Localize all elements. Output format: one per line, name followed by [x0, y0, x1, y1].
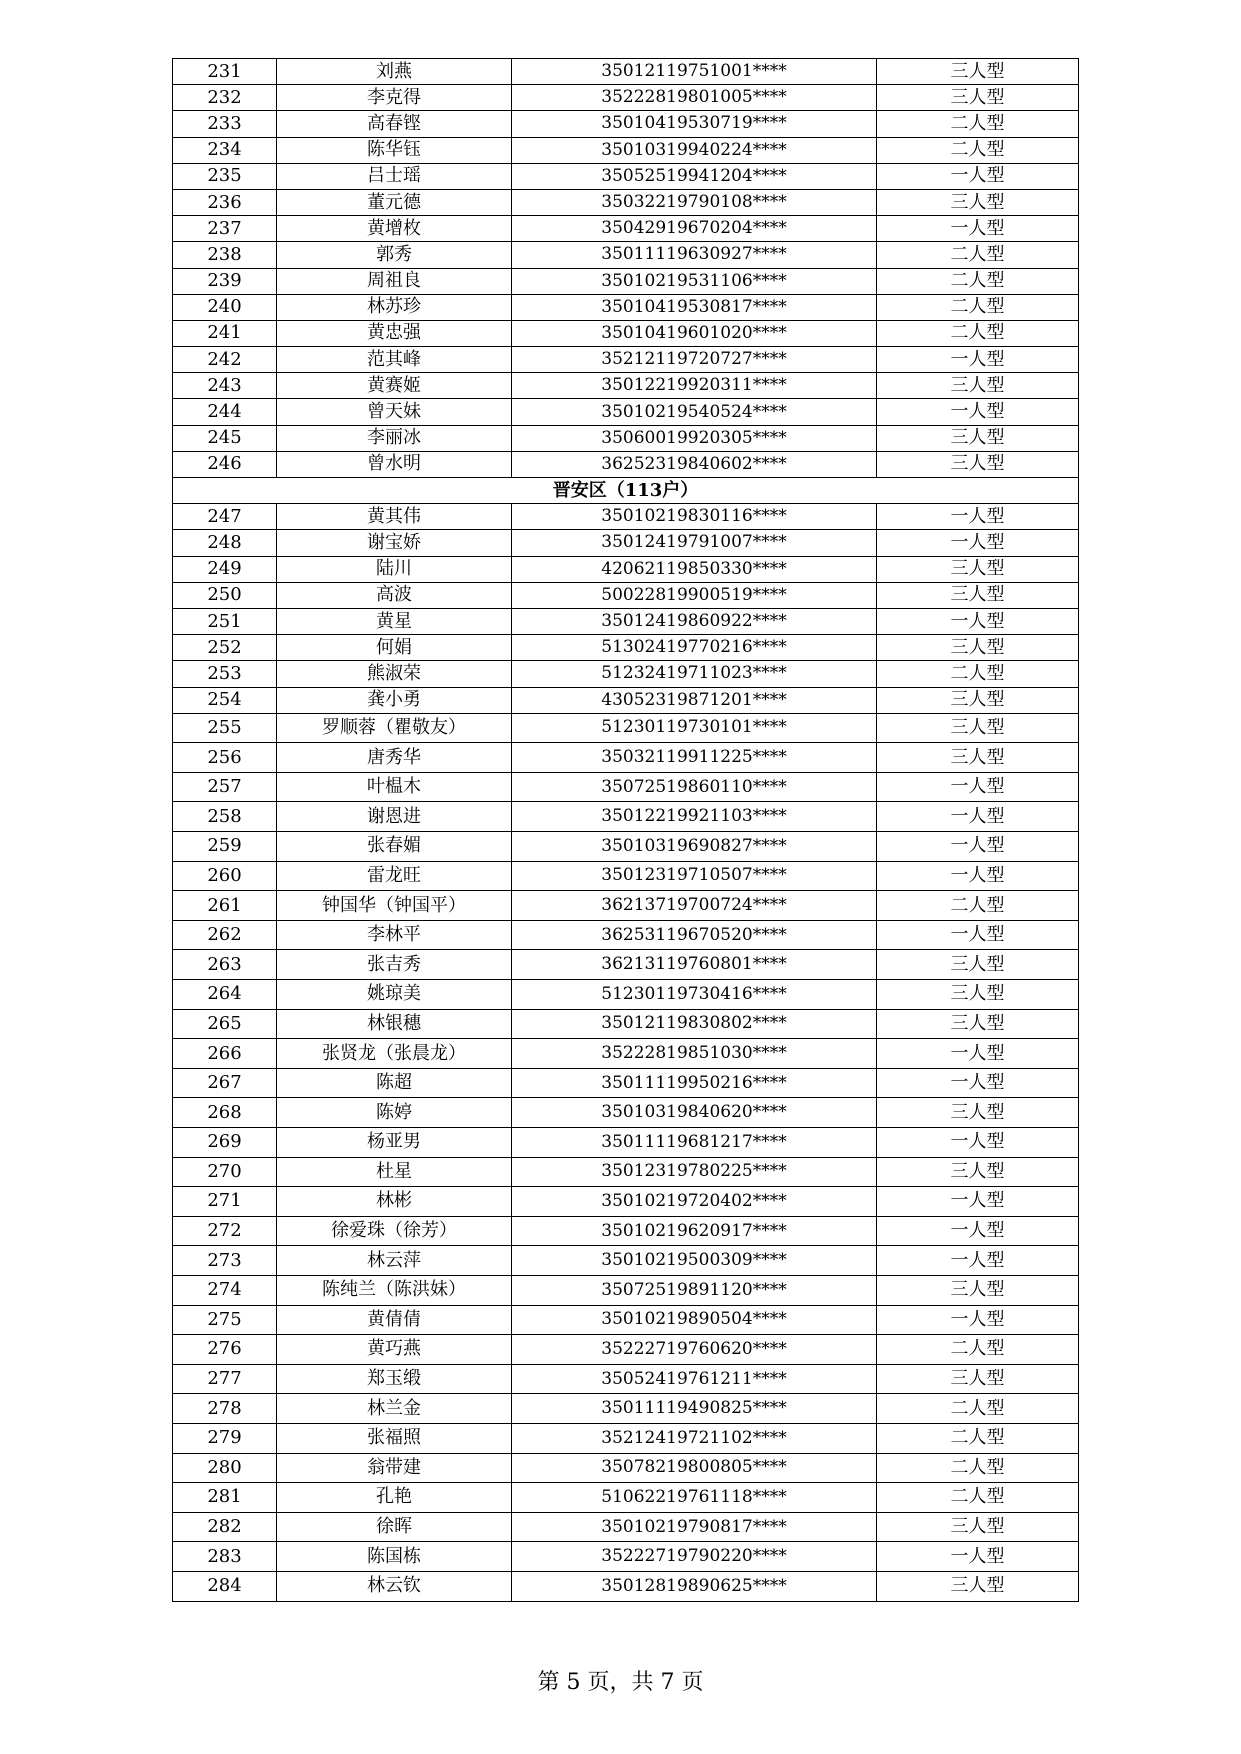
table-row — [173, 137, 1079, 163]
id-number-cell: 35010319840620**** — [512, 1098, 877, 1128]
name-cell: 李克得 — [277, 85, 512, 111]
id-number-cell: 35010319940224**** — [512, 137, 877, 163]
household-type-cell: 三人型 — [877, 713, 1079, 743]
table-row — [173, 294, 1079, 320]
household-type-cell: 三人型 — [877, 582, 1079, 608]
name-cell: 孔艳 — [277, 1483, 512, 1513]
household-type-cell: 三人型 — [877, 451, 1079, 477]
name-cell: 陈纯兰（陈洪妹） — [277, 1275, 512, 1305]
row-number-cell: 263 — [173, 950, 277, 980]
name-cell: 谢宝娇 — [277, 530, 512, 556]
table-row — [173, 59, 1079, 85]
name-cell: 徐爱珠（徐芳） — [277, 1216, 512, 1246]
row-number-cell: 270 — [173, 1157, 277, 1187]
table-row — [173, 1305, 1079, 1335]
household-type-cell: 三人型 — [877, 85, 1079, 111]
id-number-cell: 35012419860922**** — [512, 608, 877, 634]
name-cell: 黄倩倩 — [277, 1305, 512, 1335]
table-row — [173, 772, 1079, 802]
household-type-cell: 三人型 — [877, 743, 1079, 773]
row-number-cell: 237 — [173, 216, 277, 242]
row-number-cell: 269 — [173, 1128, 277, 1158]
household-type-cell: 一人型 — [877, 1128, 1079, 1158]
id-number-cell: 35222719790220**** — [512, 1542, 877, 1572]
name-cell: 曾水明 — [277, 451, 512, 477]
id-number-cell: 35010219500309**** — [512, 1246, 877, 1276]
name-cell: 陈国栋 — [277, 1542, 512, 1572]
table-row — [173, 1009, 1079, 1039]
table-row — [173, 1453, 1079, 1483]
row-number-cell: 233 — [173, 111, 277, 137]
table-row — [173, 1542, 1079, 1572]
name-cell: 吕士瑶 — [277, 163, 512, 189]
name-cell: 杨亚男 — [277, 1128, 512, 1158]
household-type-cell: 三人型 — [877, 687, 1079, 713]
id-number-cell: 35222819801005**** — [512, 85, 877, 111]
row-number-cell: 241 — [173, 320, 277, 346]
table-row — [173, 861, 1079, 891]
page-footer: 第 5 页，共 7 页 — [537, 1670, 704, 1695]
name-cell: 钟国华（钟国平） — [277, 891, 512, 921]
id-number-cell: 35012819890625**** — [512, 1571, 877, 1601]
id-number-cell: 35010419530719**** — [512, 111, 877, 137]
id-number-cell: 35010219830116**** — [512, 504, 877, 530]
table-row — [173, 347, 1079, 373]
id-number-cell: 42062119850330**** — [512, 556, 877, 582]
household-type-cell: 二人型 — [877, 1453, 1079, 1483]
row-number-cell: 238 — [173, 242, 277, 268]
id-number-cell: 35010219540524**** — [512, 399, 877, 425]
id-number-cell: 35078219800805**** — [512, 1453, 877, 1483]
table-row — [173, 1364, 1079, 1394]
name-cell: 范其峰 — [277, 347, 512, 373]
name-cell: 陈华钰 — [277, 137, 512, 163]
name-cell: 翁带建 — [277, 1453, 512, 1483]
row-number-cell: 274 — [173, 1275, 277, 1305]
row-number-cell: 265 — [173, 1009, 277, 1039]
id-number-cell: 35072519891120**** — [512, 1275, 877, 1305]
id-number-cell: 35212419721102**** — [512, 1423, 877, 1453]
table-row — [173, 1335, 1079, 1365]
household-type-cell: 三人型 — [877, 1098, 1079, 1128]
row-number-cell: 278 — [173, 1394, 277, 1424]
household-type-cell: 一人型 — [877, 832, 1079, 862]
household-table-body — [173, 59, 1079, 1602]
row-number-cell: 253 — [173, 661, 277, 687]
id-number-cell: 36253119670520**** — [512, 920, 877, 950]
household-type-cell: 三人型 — [877, 59, 1079, 85]
household-type-cell: 三人型 — [877, 1512, 1079, 1542]
name-cell: 熊淑荣 — [277, 661, 512, 687]
name-cell: 张福照 — [277, 1423, 512, 1453]
table-row — [173, 268, 1079, 294]
district-header: 晋安区（113户） — [173, 478, 1079, 504]
row-number-cell: 242 — [173, 347, 277, 373]
household-type-cell: 三人型 — [877, 556, 1079, 582]
household-type-cell: 二人型 — [877, 111, 1079, 137]
row-number-cell: 275 — [173, 1305, 277, 1335]
name-cell: 黄赛姬 — [277, 373, 512, 399]
row-number-cell: 262 — [173, 920, 277, 950]
district-header-row — [173, 478, 1079, 504]
household-type-cell: 一人型 — [877, 1039, 1079, 1069]
row-number-cell: 239 — [173, 268, 277, 294]
id-number-cell: 35012119830802**** — [512, 1009, 877, 1039]
household-type-cell: 三人型 — [877, 189, 1079, 215]
name-cell: 张吉秀 — [277, 950, 512, 980]
table-row — [173, 980, 1079, 1010]
id-number-cell: 43052319871201**** — [512, 687, 877, 713]
table-row — [173, 504, 1079, 530]
household-type-cell: 二人型 — [877, 268, 1079, 294]
household-type-cell: 一人型 — [877, 347, 1079, 373]
household-type-cell: 一人型 — [877, 1305, 1079, 1335]
id-number-cell: 35042919670204**** — [512, 216, 877, 242]
id-number-cell: 35011119630927**** — [512, 242, 877, 268]
table-row — [173, 1394, 1079, 1424]
table-row — [173, 1246, 1079, 1276]
table-row — [173, 920, 1079, 950]
table-row — [173, 399, 1079, 425]
household-type-cell: 二人型 — [877, 891, 1079, 921]
table-row — [173, 608, 1079, 634]
name-cell: 徐晖 — [277, 1512, 512, 1542]
id-number-cell: 35010219720402**** — [512, 1187, 877, 1217]
household-type-cell: 一人型 — [877, 163, 1079, 189]
row-number-cell: 244 — [173, 399, 277, 425]
row-number-cell: 252 — [173, 635, 277, 661]
id-number-cell: 36252319840602**** — [512, 451, 877, 477]
id-number-cell: 35010419530817**** — [512, 294, 877, 320]
id-number-cell: 35032119911225**** — [512, 743, 877, 773]
id-number-cell: 35010219620917**** — [512, 1216, 877, 1246]
name-cell: 郭秀 — [277, 242, 512, 268]
name-cell: 罗顺蓉（瞿敬友） — [277, 713, 512, 743]
row-number-cell: 284 — [173, 1571, 277, 1601]
name-cell: 姚琼美 — [277, 980, 512, 1010]
table-row — [173, 950, 1079, 980]
table-row — [173, 85, 1079, 111]
table-row — [173, 320, 1079, 346]
row-number-cell: 277 — [173, 1364, 277, 1394]
row-number-cell: 268 — [173, 1098, 277, 1128]
row-number-cell: 283 — [173, 1542, 277, 1572]
household-type-cell: 一人型 — [877, 1246, 1079, 1276]
household-type-cell: 二人型 — [877, 1423, 1079, 1453]
row-number-cell: 266 — [173, 1039, 277, 1069]
name-cell: 张贤龙（张晨龙） — [277, 1039, 512, 1069]
name-cell: 陈超 — [277, 1068, 512, 1098]
id-number-cell: 35222719760620**** — [512, 1335, 877, 1365]
row-number-cell: 234 — [173, 137, 277, 163]
household-type-cell: 一人型 — [877, 530, 1079, 556]
row-number-cell: 249 — [173, 556, 277, 582]
name-cell: 陈婷 — [277, 1098, 512, 1128]
table-row — [173, 189, 1079, 215]
row-number-cell: 231 — [173, 59, 277, 85]
household-type-cell: 一人型 — [877, 1187, 1079, 1217]
id-number-cell: 35060019920305**** — [512, 425, 877, 451]
household-type-cell: 三人型 — [877, 1009, 1079, 1039]
id-number-cell: 51062219761118**** — [512, 1483, 877, 1513]
name-cell: 陆川 — [277, 556, 512, 582]
table-row — [173, 1039, 1079, 1069]
name-cell: 雷龙旺 — [277, 861, 512, 891]
id-number-cell: 35012319710507**** — [512, 861, 877, 891]
id-number-cell: 51230119730101**** — [512, 713, 877, 743]
id-number-cell: 51302419770216**** — [512, 635, 877, 661]
household-type-cell: 二人型 — [877, 137, 1079, 163]
id-number-cell: 35222819851030**** — [512, 1039, 877, 1069]
household-type-cell: 二人型 — [877, 242, 1079, 268]
table-row — [173, 1128, 1079, 1158]
id-number-cell: 35011119681217**** — [512, 1128, 877, 1158]
name-cell: 唐秀华 — [277, 743, 512, 773]
id-number-cell: 36213119760801**** — [512, 950, 877, 980]
household-type-cell: 三人型 — [877, 373, 1079, 399]
household-type-cell: 三人型 — [877, 635, 1079, 661]
household-type-cell: 一人型 — [877, 772, 1079, 802]
id-number-cell: 35011119950216**** — [512, 1068, 877, 1098]
name-cell: 林苏珍 — [277, 294, 512, 320]
row-number-cell: 247 — [173, 504, 277, 530]
name-cell: 曾天妹 — [277, 399, 512, 425]
table-row — [173, 242, 1079, 268]
table-row — [173, 1512, 1079, 1542]
name-cell: 郑玉缎 — [277, 1364, 512, 1394]
table-row — [173, 635, 1079, 661]
row-number-cell: 246 — [173, 451, 277, 477]
name-cell: 叶榅木 — [277, 772, 512, 802]
id-number-cell: 35010219790817**** — [512, 1512, 877, 1542]
name-cell: 林云萍 — [277, 1246, 512, 1276]
table-row — [173, 556, 1079, 582]
id-number-cell: 35010219531106**** — [512, 268, 877, 294]
row-number-cell: 255 — [173, 713, 277, 743]
household-type-cell: 一人型 — [877, 802, 1079, 832]
id-number-cell: 35012319780225**** — [512, 1157, 877, 1187]
id-number-cell: 35072519860110**** — [512, 772, 877, 802]
table-row — [173, 832, 1079, 862]
name-cell: 龚小勇 — [277, 687, 512, 713]
name-cell: 李丽冰 — [277, 425, 512, 451]
name-cell: 周祖良 — [277, 268, 512, 294]
row-number-cell: 271 — [173, 1187, 277, 1217]
id-number-cell: 36213719700724**** — [512, 891, 877, 921]
id-number-cell: 50022819900519**** — [512, 582, 877, 608]
name-cell: 高春铿 — [277, 111, 512, 137]
household-type-cell: 三人型 — [877, 950, 1079, 980]
row-number-cell: 282 — [173, 1512, 277, 1542]
row-number-cell: 272 — [173, 1216, 277, 1246]
row-number-cell: 248 — [173, 530, 277, 556]
household-type-cell: 三人型 — [877, 425, 1079, 451]
table-row — [173, 1571, 1079, 1601]
id-number-cell: 51232419711023**** — [512, 661, 877, 687]
table-row — [173, 216, 1079, 242]
row-number-cell: 245 — [173, 425, 277, 451]
row-number-cell: 267 — [173, 1068, 277, 1098]
table-row — [173, 1187, 1079, 1217]
name-cell: 李林平 — [277, 920, 512, 950]
household-type-cell: 一人型 — [877, 1542, 1079, 1572]
household-type-cell: 二人型 — [877, 294, 1079, 320]
name-cell: 董元德 — [277, 189, 512, 215]
row-number-cell: 257 — [173, 772, 277, 802]
id-number-cell: 35012219921103**** — [512, 802, 877, 832]
row-number-cell: 260 — [173, 861, 277, 891]
row-number-cell: 258 — [173, 802, 277, 832]
row-number-cell: 243 — [173, 373, 277, 399]
table-row — [173, 1098, 1079, 1128]
household-type-cell: 一人型 — [877, 504, 1079, 530]
row-number-cell: 232 — [173, 85, 277, 111]
id-number-cell: 35012119751001**** — [512, 59, 877, 85]
table-row — [173, 1068, 1079, 1098]
name-cell: 谢恩进 — [277, 802, 512, 832]
row-number-cell: 279 — [173, 1423, 277, 1453]
row-number-cell: 235 — [173, 163, 277, 189]
table-row — [173, 713, 1079, 743]
household-type-cell: 一人型 — [877, 608, 1079, 634]
id-number-cell: 35010419601020**** — [512, 320, 877, 346]
household-type-cell: 三人型 — [877, 1571, 1079, 1601]
household-table-wrapper — [172, 58, 1078, 1602]
name-cell: 林彬 — [277, 1187, 512, 1217]
name-cell: 杜星 — [277, 1157, 512, 1187]
household-type-cell: 一人型 — [877, 920, 1079, 950]
table-row — [173, 1275, 1079, 1305]
row-number-cell: 240 — [173, 294, 277, 320]
row-number-cell: 273 — [173, 1246, 277, 1276]
row-number-cell: 276 — [173, 1335, 277, 1365]
id-number-cell: 35012219920311**** — [512, 373, 877, 399]
household-type-cell: 一人型 — [877, 399, 1079, 425]
household-type-cell: 三人型 — [877, 980, 1079, 1010]
household-type-cell: 二人型 — [877, 1483, 1079, 1513]
name-cell: 高波 — [277, 582, 512, 608]
table-row — [173, 425, 1079, 451]
row-number-cell: 261 — [173, 891, 277, 921]
row-number-cell: 250 — [173, 582, 277, 608]
table-row — [173, 661, 1079, 687]
id-number-cell: 35212119720727**** — [512, 347, 877, 373]
table-row — [173, 687, 1079, 713]
table-row — [173, 891, 1079, 921]
name-cell: 刘燕 — [277, 59, 512, 85]
household-type-cell: 二人型 — [877, 320, 1079, 346]
name-cell: 张春媚 — [277, 832, 512, 862]
row-number-cell: 254 — [173, 687, 277, 713]
id-number-cell: 35010219890504**** — [512, 1305, 877, 1335]
name-cell: 何娟 — [277, 635, 512, 661]
row-number-cell: 280 — [173, 1453, 277, 1483]
name-cell: 黄星 — [277, 608, 512, 634]
household-type-cell: 二人型 — [877, 1335, 1079, 1365]
id-number-cell: 35011119490825**** — [512, 1394, 877, 1424]
table-row — [173, 1216, 1079, 1246]
name-cell: 黄增枚 — [277, 216, 512, 242]
household-type-cell: 三人型 — [877, 1157, 1079, 1187]
row-number-cell: 236 — [173, 189, 277, 215]
household-type-cell: 一人型 — [877, 1216, 1079, 1246]
row-number-cell: 259 — [173, 832, 277, 862]
table-row — [173, 530, 1079, 556]
id-number-cell: 35010319690827**** — [512, 832, 877, 862]
table-row — [173, 163, 1079, 189]
table-row — [173, 373, 1079, 399]
name-cell: 林云钦 — [277, 1571, 512, 1601]
row-number-cell: 256 — [173, 743, 277, 773]
table-row — [173, 111, 1079, 137]
table-row — [173, 1483, 1079, 1513]
row-number-cell: 251 — [173, 608, 277, 634]
household-type-cell: 一人型 — [877, 216, 1079, 242]
household-type-cell: 二人型 — [877, 1394, 1079, 1424]
row-number-cell: 264 — [173, 980, 277, 1010]
table-row — [173, 1423, 1079, 1453]
id-number-cell: 35032219790108**** — [512, 189, 877, 215]
name-cell: 黄忠强 — [277, 320, 512, 346]
name-cell: 黄巧燕 — [277, 1335, 512, 1365]
household-type-cell: 一人型 — [877, 1068, 1079, 1098]
table-row — [173, 451, 1079, 477]
household-type-cell: 一人型 — [877, 861, 1079, 891]
household-type-cell: 二人型 — [877, 661, 1079, 687]
row-number-cell: 281 — [173, 1483, 277, 1513]
table-row — [173, 582, 1079, 608]
id-number-cell: 35052419761211**** — [512, 1364, 877, 1394]
table-row — [173, 743, 1079, 773]
name-cell: 林银穗 — [277, 1009, 512, 1039]
household-type-cell: 三人型 — [877, 1364, 1079, 1394]
name-cell: 林兰金 — [277, 1394, 512, 1424]
id-number-cell: 35012419791007**** — [512, 530, 877, 556]
table-row — [173, 802, 1079, 832]
table-row — [173, 1157, 1079, 1187]
id-number-cell: 35052519941204**** — [512, 163, 877, 189]
id-number-cell: 51230119730416**** — [512, 980, 877, 1010]
household-type-cell: 三人型 — [877, 1275, 1079, 1305]
name-cell: 黄其伟 — [277, 504, 512, 530]
household-table — [172, 58, 1079, 1602]
